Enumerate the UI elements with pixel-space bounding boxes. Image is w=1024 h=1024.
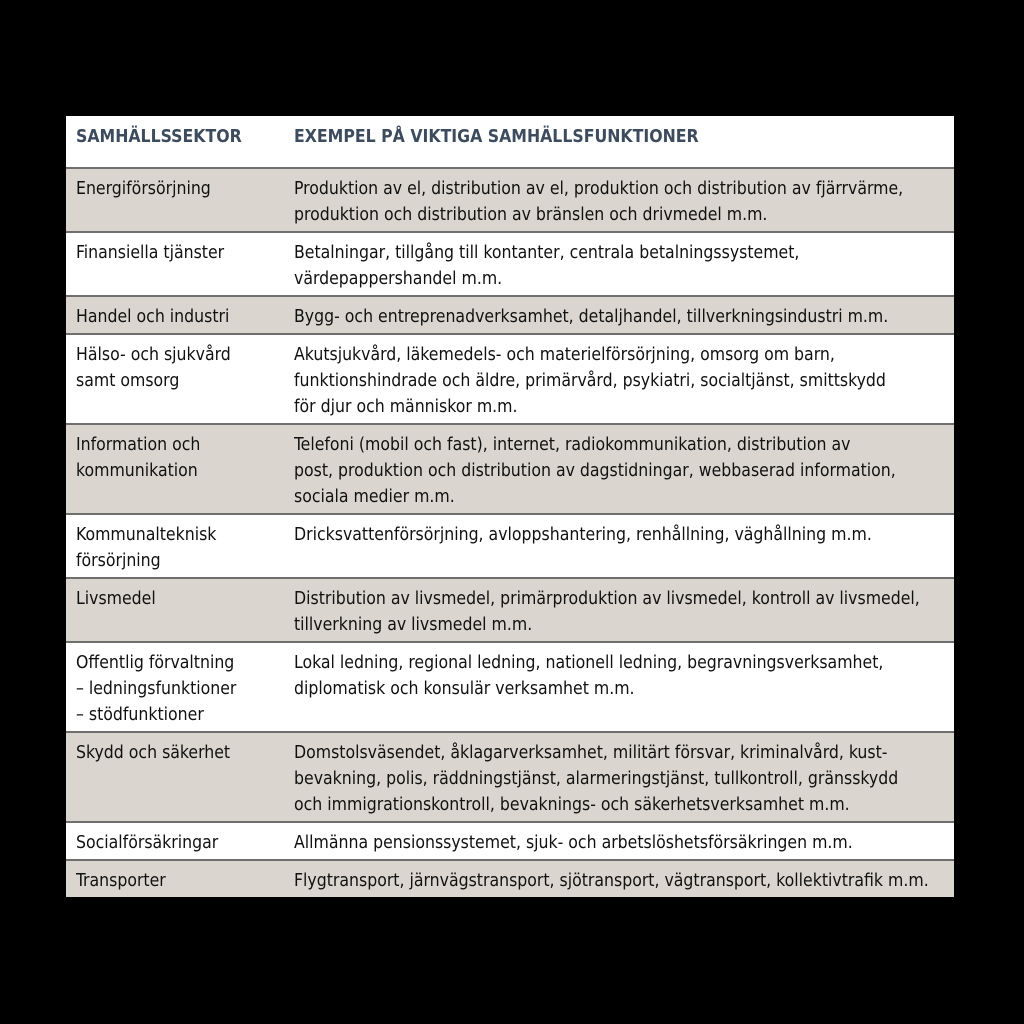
sector-table-container bbox=[66, 116, 954, 889]
sector-cell: Skydd och säkerhet bbox=[66, 732, 284, 822]
column-header-sector: SAMHÄLLSSEKTOR bbox=[66, 116, 284, 168]
examples-cell: Dricksvattenförsörjning, avloppshantering, renhållning, väghållning m.m. bbox=[284, 514, 954, 578]
sector-cell: Kommunalteknisk försörjning bbox=[66, 514, 284, 578]
examples-cell: Domstolsväsendet, åklagarverksamhet, militärt försvar, kriminalvård, kust- bevakning, polis, räddningstjänst, alarmeringstjänst, tullkontroll, gränsskydd och immigrationskontroll, bevaknings- och säkerhetsverksamhet m.m. bbox=[284, 732, 954, 822]
table-row bbox=[66, 860, 954, 897]
table-row bbox=[66, 296, 954, 334]
table-row bbox=[66, 232, 954, 296]
table-row bbox=[66, 514, 954, 578]
table-row bbox=[66, 578, 954, 642]
examples-cell: Lokal ledning, regional ledning, nationell ledning, begravningsverksamhet, diplomatisk och konsulär verksamhet m.m. bbox=[284, 642, 954, 732]
table-row bbox=[66, 168, 954, 232]
sector-cell: Livsmedel bbox=[66, 578, 284, 642]
sector-cell: Hälso- och sjukvård samt omsorg bbox=[66, 334, 284, 424]
sector-cell: Handel och industri bbox=[66, 296, 284, 334]
sector-cell: Energiförsörjning bbox=[66, 168, 284, 232]
examples-cell: Betalningar, tillgång till kontanter, centrala betalningssystemet, värdepappershandel m.m. bbox=[284, 232, 954, 296]
examples-cell: Bygg- och entreprenadverksamhet, detaljhandel, tillverkningsindustri m.m. bbox=[284, 296, 954, 334]
column-header-examples: EXEMPEL PÅ VIKTIGA SAMHÄLLSFUNKTIONER bbox=[284, 116, 954, 168]
sector-cell: Socialförsäkringar bbox=[66, 822, 284, 860]
table-row bbox=[66, 334, 954, 424]
table-header-row bbox=[66, 116, 954, 168]
sector-cell: Transporter bbox=[66, 860, 284, 897]
table-row bbox=[66, 732, 954, 822]
examples-cell: Produktion av el, distribution av el, produktion och distribution av fjärrvärme, produktion och distribution av bränslen och drivmedel m.m. bbox=[284, 168, 954, 232]
examples-cell: Telefoni (mobil och fast), internet, radiokommunikation, distribution av post, produktion och distribution av dagstidningar, webbaserad information, sociala medier m.m. bbox=[284, 424, 954, 514]
sector-table bbox=[66, 116, 954, 897]
examples-cell: Flygtransport, järnvägstransport, sjötransport, vägtransport, kollektivtrafik m.m. bbox=[284, 860, 954, 897]
table-row bbox=[66, 642, 954, 732]
table-row bbox=[66, 822, 954, 860]
sector-cell: Offentlig förvaltning – ledningsfunktioner – stödfunktioner bbox=[66, 642, 284, 732]
sector-cell: Information och kommunikation bbox=[66, 424, 284, 514]
examples-cell: Allmänna pensionssystemet, sjuk- och arbetslöshetsförsäkringen m.m. bbox=[284, 822, 954, 860]
examples-cell: Distribution av livsmedel, primärproduktion av livsmedel, kontroll av livsmedel, tillverkning av livsmedel m.m. bbox=[284, 578, 954, 642]
examples-cell: Akutsjukvård, läkemedels- och materielförsörjning, omsorg om barn, funktionshindrade och äldre, primärvård, psykiatri, socialtjänst, smittskydd för djur och människor m.m. bbox=[284, 334, 954, 424]
sector-cell: Finansiella tjänster bbox=[66, 232, 284, 296]
table-row bbox=[66, 424, 954, 514]
